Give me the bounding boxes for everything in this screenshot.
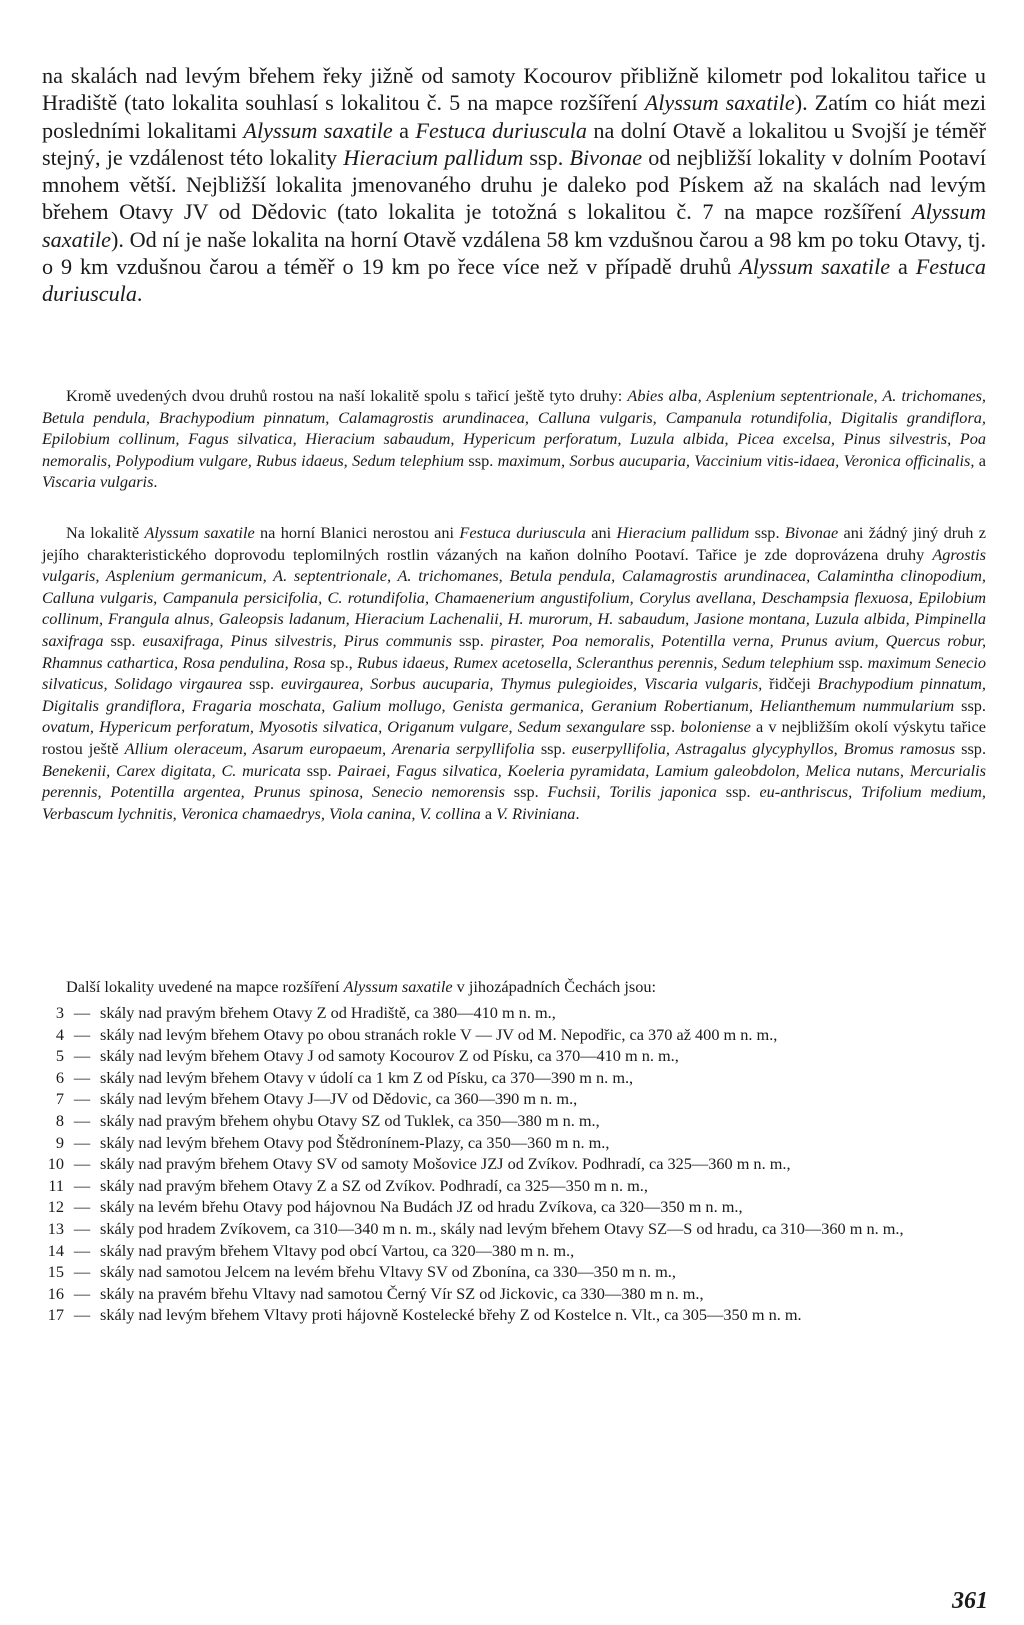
italic-taxon-run: Festuca duriuscula [42,254,986,307]
locality-dash: — [73,1132,91,1152]
locality-dash: — [73,1175,91,1195]
locality-item [42,1088,986,1110]
locality-item [42,1002,986,1024]
italic-taxon-run: Allium oleraceum, Asarum europaeum, Arenaria serpyllifolia [124,738,535,758]
italic-taxon-run: V. Riviniana [496,803,576,823]
locality-item [42,1024,986,1046]
text-run: sp., [325,652,358,672]
locality-number: 4 [55,1024,64,1044]
text-run: ssp. [523,144,570,170]
locality-text: skály nad pravým břehem Otavy SV od samoty Mošovice JZJ od Zvíkov. Podhradí, ca 325—360 m n. m., [100,1154,791,1174]
italic-taxon-run: euvirgaurea, Sorbus aucuparia, Thymus pulegioides, Viscaria vulgaris, [280,674,763,694]
italic-taxon-run: Alyssum saxatile [739,254,891,280]
italic-taxon-run: Alyssum saxatile [243,117,393,143]
italic-taxon-run: Brachypodium pinnatum, Digitalis grandiflora, Fragaria moschata, Galium mollugo, Genista germanica, Geranium Robertianum, Helianthemum nummularium [42,674,986,715]
locality-dash: — [73,1024,91,1044]
text-run: ssp. [954,695,986,715]
localities-intro [42,976,986,998]
locality-dash: — [73,1283,91,1303]
locality-dash: — [73,1218,91,1238]
locality-item [42,1067,986,1089]
text-run: . [153,472,158,492]
italic-taxon-run: Agrostis vulgaris, Asplenium germanicum, A. septentrionale, A. trichomanes, Betula pendula, Calamagrostis arundinacea, Calamintha clinopodium, Calluna vulgaris, Campanula persicifolia, C. rotundifolia, Chamaenerium angustifolium, Corylus avellana, Deschampsia flexuosa, Epilobium collinum, Frangula alnus, Galeopsis ladanum, Hieracium Lachenalii, H. murorum, H. sabaudum, Jasione montana, Luzula albida, Pimpinella saxifraga [42,544,986,650]
italic-taxon-run: Festuca duriuscula [459,523,586,542]
text-run: ssp. [242,674,281,694]
locality-item [42,1283,986,1305]
text-run: na horní Blanici nerostou ani [254,523,460,542]
locality-number: 5 [55,1046,64,1066]
locality-dash: — [73,1262,91,1282]
text-run: ssp. [451,630,491,650]
locality-number: 6 [55,1067,64,1087]
text-run: ). Od ní je naše lokalita na horní Otavě vzdálena 58 km vzdušnou čarou a 98 km po toku Otavy, tj. o 9 km vzdušnou čarou a téměř o 19 km po řece více než v případě druhů [42,226,986,280]
locality-item [42,1175,986,1197]
italic-taxon-run: Hieracium pallidum [616,523,750,542]
text-run: ). Zatím co hiát mezi posledními lokalitami [42,90,986,143]
locality-number: 11 [48,1175,64,1195]
locality-text: skály na pravém břehu Vltavy nad samotou Černý Vír SZ od Jickovic, ca 330—380 m n. m., [100,1283,704,1303]
locality-dash: — [73,1240,91,1260]
locality-item [42,1196,986,1218]
locality-number: 13 [47,1218,64,1238]
locality-dash: — [73,1067,91,1087]
locality-dash: — [73,1154,91,1174]
locality-dash: — [73,1046,91,1066]
text-run: na skalách nad levým břehem řeky jižně od samoty Kocourov přibližně kilometr pod lokalitou tařice u Hradiště (tato lokalita souhlasí s lokalitou č. 5 na mapce rozšíření [42,63,986,116]
locality-item [42,1218,986,1240]
locality-text: skály nad levým břehem Vltavy proti hájovně Kostelecké břehy Z od Kostelce n. Vlt., ca 305—350 m n. m. [100,1305,802,1325]
text-run: a v nejbližším okolí výskytu tařice rostou ještě [42,717,987,758]
text-run: a [480,803,497,823]
locality-text: skály nad levým břehem Otavy J od samoty Kocourov Z od Písku, ca 370—410 m n. m., [100,1046,679,1066]
locality-text: skály nad levým břehem Otavy pod Štědronínem-Plazy, ca 350—360 m n. m., [100,1132,610,1152]
text-run: ani žádný jiný druh z jejího charakteristického doprovodu teplomilných rostlin vázaných na kaňon dolního Pootaví. Tařice je zde doprovázena druhy [42,523,987,564]
blanice-paragraph [42,522,986,824]
text-run: ssp. [464,450,498,470]
locality-text: skály pod hradem Zvíkovem, ca 310—340 m n. m., skály nad levým břehem Otavy SZ—S od hradu, ca 310—360 m n. m., [100,1218,904,1238]
text-run: Na lokalitě [66,523,145,542]
locality-text: skály nad levým břehem Otavy v údolí ca 1 km Z od Písku, ca 370—390 m n. m., [100,1067,634,1087]
italic-taxon-run: maximum Senecio silvaticus, Solidago virgaurea [42,652,987,694]
text-run: ssp. [716,782,760,802]
locality-dash: — [73,1197,91,1217]
text-run: . [575,803,580,823]
page-number: 361 [952,1588,988,1614]
text-run: Kromě uvedených dvou druhů rostou na naší lokalitě spolu s tařicí ještě tyto druhy: [66,386,628,405]
text-run: ssp. [504,782,548,802]
italic-taxon-run: Viscaria vulgaris [42,472,154,492]
locality-text: skály nad pravým břehem Otavy Z a SZ od Zvíkov. Podhradí, ca 325—350 m n. m., [100,1175,648,1195]
italic-taxon-run: euserpyllifolia, Astragalus glycyphyllos, Bromus ramosus [571,738,956,758]
text-run: ani [585,523,617,542]
italic-taxon-run: eusaxifraga, Pinus silvestris, Pirus communis [142,630,452,650]
locality-number: 12 [47,1197,64,1217]
text-run: v jihozápadních Čechách jsou: [452,977,657,996]
locality-dash: — [73,1110,91,1130]
text-run: a [392,117,416,143]
main-text-block [42,62,986,308]
locality-text: skály nad samotou Jelcem na levém břehu Vltavy SV od Zbonína, ca 330—350 m n. m., [100,1262,676,1282]
text-run: od nejbližší lokality v dolním Pootaví mnohem větší. Nejbližší lokalita jmenovaného druhu je daleko pod Pískem až na skalách nad levým břehem Otavy JV od Dědovic (tato lokalita je totožná s lokalitou č. 7 na mapce rozšíření [42,144,986,225]
locality-text: skály nad pravým břehem Vltavy pod obcí Vartou, ca 320—380 m n. m., [100,1240,575,1260]
locality-number: 10 [47,1154,64,1174]
paragraph-localities-intro [42,976,986,998]
italic-taxon-run: Pairaei, Fagus silvatica, Koeleria pyramidata, Lamium galeobdolon, Melica nutans, Mercurialis perennis, Potentilla argentea, Prunus spinosa, Senecio nemorensis [42,760,986,802]
locality-dash: — [73,1003,91,1022]
italic-taxon-run: Abies alba, Asplenium septentrionale, A. trichomanes, Betula pendula, Brachypodium pinnatum, Calamagrostis arundinacea, Calluna vulgaris, Campanula rotundifolia, Digitalis grandiflora, Epilobium collinum, Fagus silvatica, Hieracium sabaudum, Hypericum perforatum, Luzula albida, Picea excelsa, Pinus silvestris, Poa nemoralis, Polypodium vulgare, Rubus idaeus, Sedum telephium [42,386,987,470]
text-run: na dolní Otavě a lokalitou u Svojší je téměř stejný, je vzdálenost této lokality [42,117,986,170]
locality-number: 16 [47,1283,64,1303]
paragraph-blanice-locality [42,522,986,824]
text-run: ssp. [833,652,868,672]
italic-taxon-run: Fuchsii, Torilis japonica [547,782,717,802]
locality-number: 17 [47,1305,64,1325]
locality-item [42,1240,986,1262]
italic-taxon-run: Rubus idaeus, Rumex acetosella, Scleranthus perennis, Sedum telephium [357,652,834,672]
italic-taxon-run: ovatum, Hypericum perforatum, Myosotis silvatica, Origanum vulgare, Sedum sexangulare [42,717,646,737]
locality-item [42,1110,986,1132]
italic-taxon-run: Festuca duriuscula [415,117,587,143]
locality-number: 14 [47,1240,64,1260]
italic-taxon-run: boloniense [680,717,751,737]
text-run: ssp. [534,738,572,758]
locality-number: 15 [47,1262,64,1282]
locality-number: 9 [55,1132,64,1152]
text-run: řidčeji [762,674,818,694]
text-run: ssp. [749,523,785,542]
text-run: Další lokality uvedené na mapce rozšíření [66,977,344,996]
italic-taxon-run: Alyssum saxatile [144,523,255,542]
locality-number: 8 [55,1110,64,1130]
locality-item [42,1153,986,1175]
locality-number: 7 [55,1089,64,1109]
locality-text: skály nad pravým břehem Otavy Z od Hradiště, ca 380—410 m n. m., [100,1003,556,1022]
italic-taxon-run: Alyssum saxatile [644,90,795,116]
locality-text: skály nad pravým břehem ohybu Otavy SZ od Tuklek, ca 350—380 m n. m., [100,1110,600,1130]
italic-taxon-run: Bivonae [569,144,643,170]
locality-text: skály na levém břehu Otavy pod hájovnou Na Budách JZ od hradu Zvíkova, ca 320—350 m n. m., [100,1197,743,1217]
italic-taxon-run: Bivonae [784,523,839,542]
locality-item [42,1261,986,1283]
text-run: ssp. [300,760,338,780]
locality-item [42,1045,986,1067]
italic-taxon-run: Alyssum saxatile [42,199,986,252]
italic-taxon-run: maximum, Sorbus aucuparia, Vaccinium vitis-idaea, Veronica officinalis, [497,450,975,470]
locality-text: skály nad levým břehem Otavy J—JV od Dědovic, ca 360—390 m n. m., [100,1089,578,1109]
text-run: a [974,450,986,470]
italic-taxon-run: Benekenii, Carex digitata, C. muricata [42,760,301,780]
paragraph-species-companions [42,385,986,493]
locality-dash: — [73,1089,91,1109]
text-run: . [136,281,143,307]
text-run: a [890,254,916,280]
locality-number: 3 [55,1003,64,1022]
text-run: ssp. [955,738,987,758]
localities-list [42,1002,986,1326]
italic-taxon-run: Hieracium pallidum [343,144,524,170]
species-list-paragraph [42,385,986,493]
text-run: ssp. [103,630,143,650]
italic-taxon-run: eu-anthriscus, Trifolium medium, Verbascum lychnitis, Veronica chamaedrys, Viola canina, V. collina [42,782,986,823]
locality-text: skály nad levým břehem Otavy po obou stranách rokle V — JV od M. Nepodřic, ca 370 až 400 m n. m., [100,1024,778,1044]
paragraph-otava-locality [42,62,986,308]
italic-taxon-run: piraster, Poa nemoralis, Potentilla verna, Prunus avium, Quercus robur, Rhamnus cathartica, Rosa pendulina, Rosa [42,630,987,672]
locality-item [42,1304,986,1326]
italic-taxon-run: Alyssum saxatile [343,977,453,996]
text-run: ssp. [645,717,681,737]
locality-item [42,1132,986,1154]
locality-dash: — [73,1305,91,1325]
